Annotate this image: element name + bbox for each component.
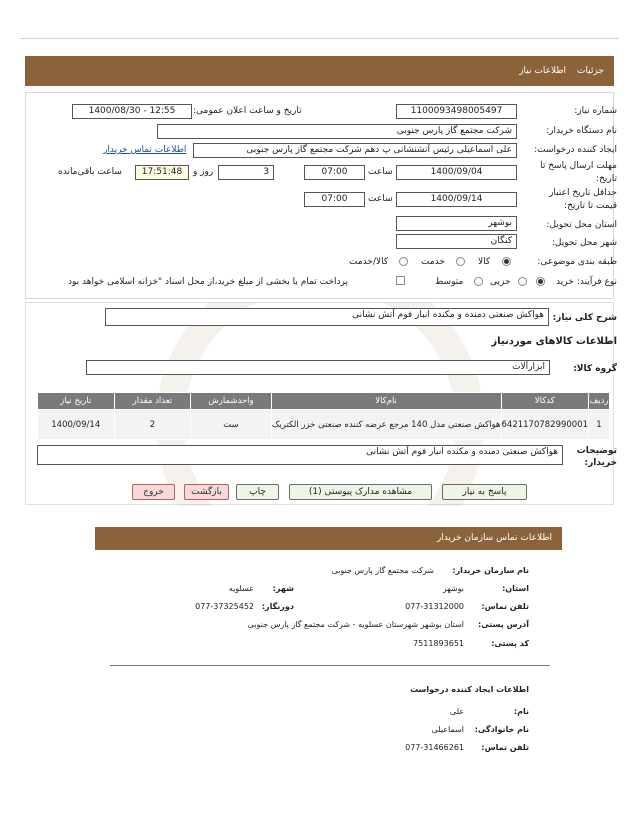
- proc-buy-radio[interactable]: [536, 277, 545, 286]
- province-contact-value: بوشهر: [442, 584, 464, 593]
- announce-label: تاریخ و ساعت اعلان عمومی:: [193, 106, 302, 116]
- remaining-label: ساعت باقی‌مانده: [58, 167, 122, 177]
- proc-minor-label: جزیی: [490, 277, 511, 287]
- address-value: استان بوشهر شهرستان عسلویه - شرکت مجتمع گاز پارس جنوبی: [247, 620, 464, 629]
- view-attachments-button[interactable]: مشاهده مدارک پیوستی (1): [289, 484, 432, 500]
- table-header-row: [38, 393, 610, 410]
- tab-details[interactable]: جزئیات: [577, 66, 604, 76]
- buyer-label: نام دستگاه خریدار:: [546, 126, 617, 136]
- province-label: استان محل تحویل:: [546, 220, 617, 230]
- cat-service-radio[interactable]: [456, 257, 465, 266]
- cell-row: 1: [589, 410, 610, 440]
- col-code: کدکالا: [501, 393, 589, 410]
- address-label: آدرس پستی:: [478, 620, 529, 629]
- cell-date: 1400/09/14: [38, 410, 115, 440]
- back-button[interactable]: بازگشت: [184, 484, 229, 500]
- validity-time-label: ساعت: [368, 194, 393, 204]
- creator-field: علی اسماعیلی رئیس آتشنشانی پ دهم شرکت مجتمع گاز پارس جنوبی: [193, 143, 517, 158]
- col-date: تاریخ نیاز: [38, 393, 115, 410]
- tab-need-info[interactable]: اطلاعات نیاز: [519, 66, 566, 76]
- need-number-label: شماره نیاز:: [574, 106, 617, 116]
- proc-buy-label: خرید: [556, 277, 574, 287]
- postal-label: کد پستی:: [491, 639, 529, 648]
- remaining-time-field: 17:51:48: [135, 165, 189, 180]
- cell-unit: ست: [191, 410, 271, 440]
- desc-field: هواکش صنعتی دمنده و مکنده انبار فوم آتش نشانی: [105, 308, 549, 326]
- city-contact-label: شهر:: [272, 584, 294, 593]
- days-label: روز و: [193, 167, 214, 177]
- creator-section-title: اطلاعات ایجاد کننده درخواست: [410, 685, 529, 694]
- proc-medium-radio[interactable]: [474, 277, 483, 286]
- fax-value: 077-37325452: [195, 602, 254, 611]
- table-row: [38, 410, 610, 440]
- city-field: کنگان: [396, 234, 517, 249]
- goods-info-title: اطلاعات کالاهای موردنیاز: [491, 336, 617, 347]
- buyer-contact-link[interactable]: اطلاعات تماس خریدار: [103, 145, 187, 155]
- col-unit: واحدشمارش: [191, 393, 271, 410]
- province-contact-label: استان:: [502, 584, 529, 593]
- payment-checkbox[interactable]: [396, 276, 405, 285]
- deadline-time-field: 07:00: [304, 165, 365, 180]
- page-header: [25, 56, 614, 86]
- cell-code: 6421170782990001: [501, 410, 589, 440]
- proc-minor-radio[interactable]: [518, 277, 527, 286]
- city-contact-value: عسلویه: [228, 584, 254, 593]
- creator-phone-label: تلفن تماس:: [481, 743, 529, 752]
- cell-qty: 2: [114, 410, 191, 440]
- days-field: 3: [218, 165, 274, 180]
- phone-value: 077-31312000: [405, 602, 464, 611]
- province-field: بوشهر: [396, 216, 517, 231]
- buyer-note-field: هواکش صنعتی دمنده و مکنده انبار فوم آتش نشانی: [37, 445, 563, 465]
- last-name-label: نام خانوادگی:: [474, 725, 529, 734]
- group-field: ابزارآلات: [86, 360, 550, 375]
- validity-time-field: 07:00: [304, 192, 365, 207]
- first-name-value: علی: [449, 707, 464, 716]
- postal-value: 7511893651: [413, 639, 464, 648]
- col-name: نام‌کالا: [271, 393, 501, 410]
- col-qty: تعداد مقدار: [114, 393, 191, 410]
- fax-label: دورنگار:: [261, 602, 294, 611]
- contact-title: اطلاعات تماس سازمان خریدار: [436, 533, 552, 543]
- buyer-field: شرکت مجتمع گاز پارس جنوبی: [157, 124, 517, 139]
- print-button[interactable]: چاپ: [236, 484, 279, 500]
- goods-table: [37, 392, 610, 440]
- deadline-date-field: 1400/09/04: [396, 165, 517, 180]
- last-name-value: اسماعیلی: [431, 725, 464, 734]
- deadline-time-label: ساعت: [368, 167, 393, 177]
- category-label: طبقه بندی موضوعی:: [537, 257, 617, 267]
- creator-label: ایجاد کننده درخواست:: [534, 145, 617, 155]
- cat-goods-radio[interactable]: [502, 257, 511, 266]
- cat-service-label: خدمت: [421, 257, 445, 267]
- cat-goods-service-label: کالا/خدمت: [349, 257, 389, 267]
- cat-goods-service-radio[interactable]: [399, 257, 408, 266]
- desc-label: شرح کلی نیاز:: [552, 313, 617, 323]
- group-label: گروه کالا:: [573, 364, 617, 374]
- deadline-label: مهلت ارسال پاسخ تا تاریخ:: [540, 161, 617, 184]
- creator-phone-value: 077-31466261: [405, 743, 464, 752]
- reply-button[interactable]: پاسخ به نیاز: [442, 484, 527, 500]
- cat-goods-label: کالا: [478, 257, 491, 267]
- org-name-value: شرکت مجتمع گاز پارس جنوبی: [331, 566, 434, 575]
- buyer-note-label: توضیحات خریدار:: [576, 446, 617, 468]
- contact-header: [95, 527, 562, 550]
- payment-note: پرداخت تمام یا بخشی از مبلغ خرید،از محل اسناد "خزانه اسلامی خواهد بود: [68, 277, 349, 287]
- col-row: ردیف: [589, 393, 610, 410]
- city-label: شهر محل تحویل:: [551, 238, 617, 248]
- need-number-field: 1100093498005497: [396, 104, 517, 119]
- cell-name: هواکش صنعتی مدل 140 مرجع عرضه کننده صنعتی خزر الکتریک: [271, 410, 501, 440]
- exit-button[interactable]: خروج: [132, 484, 175, 500]
- process-label: نوع فرآیند:: [576, 277, 617, 287]
- proc-medium-label: متوسط: [435, 277, 464, 287]
- contact-divider: [110, 665, 550, 666]
- validity-label: حداقل تاریخ اعتبار قیمت تا تاریخ:: [549, 188, 617, 211]
- validity-date-field: 1400/09/14: [396, 192, 517, 207]
- org-name-label: نام سازمان خریدار:: [452, 566, 529, 575]
- phone-label: تلفن تماس:: [481, 602, 529, 611]
- announce-field: 1400/08/30 - 12:55: [72, 104, 192, 119]
- top-divider: [20, 38, 619, 39]
- first-name-label: نام:: [513, 707, 529, 716]
